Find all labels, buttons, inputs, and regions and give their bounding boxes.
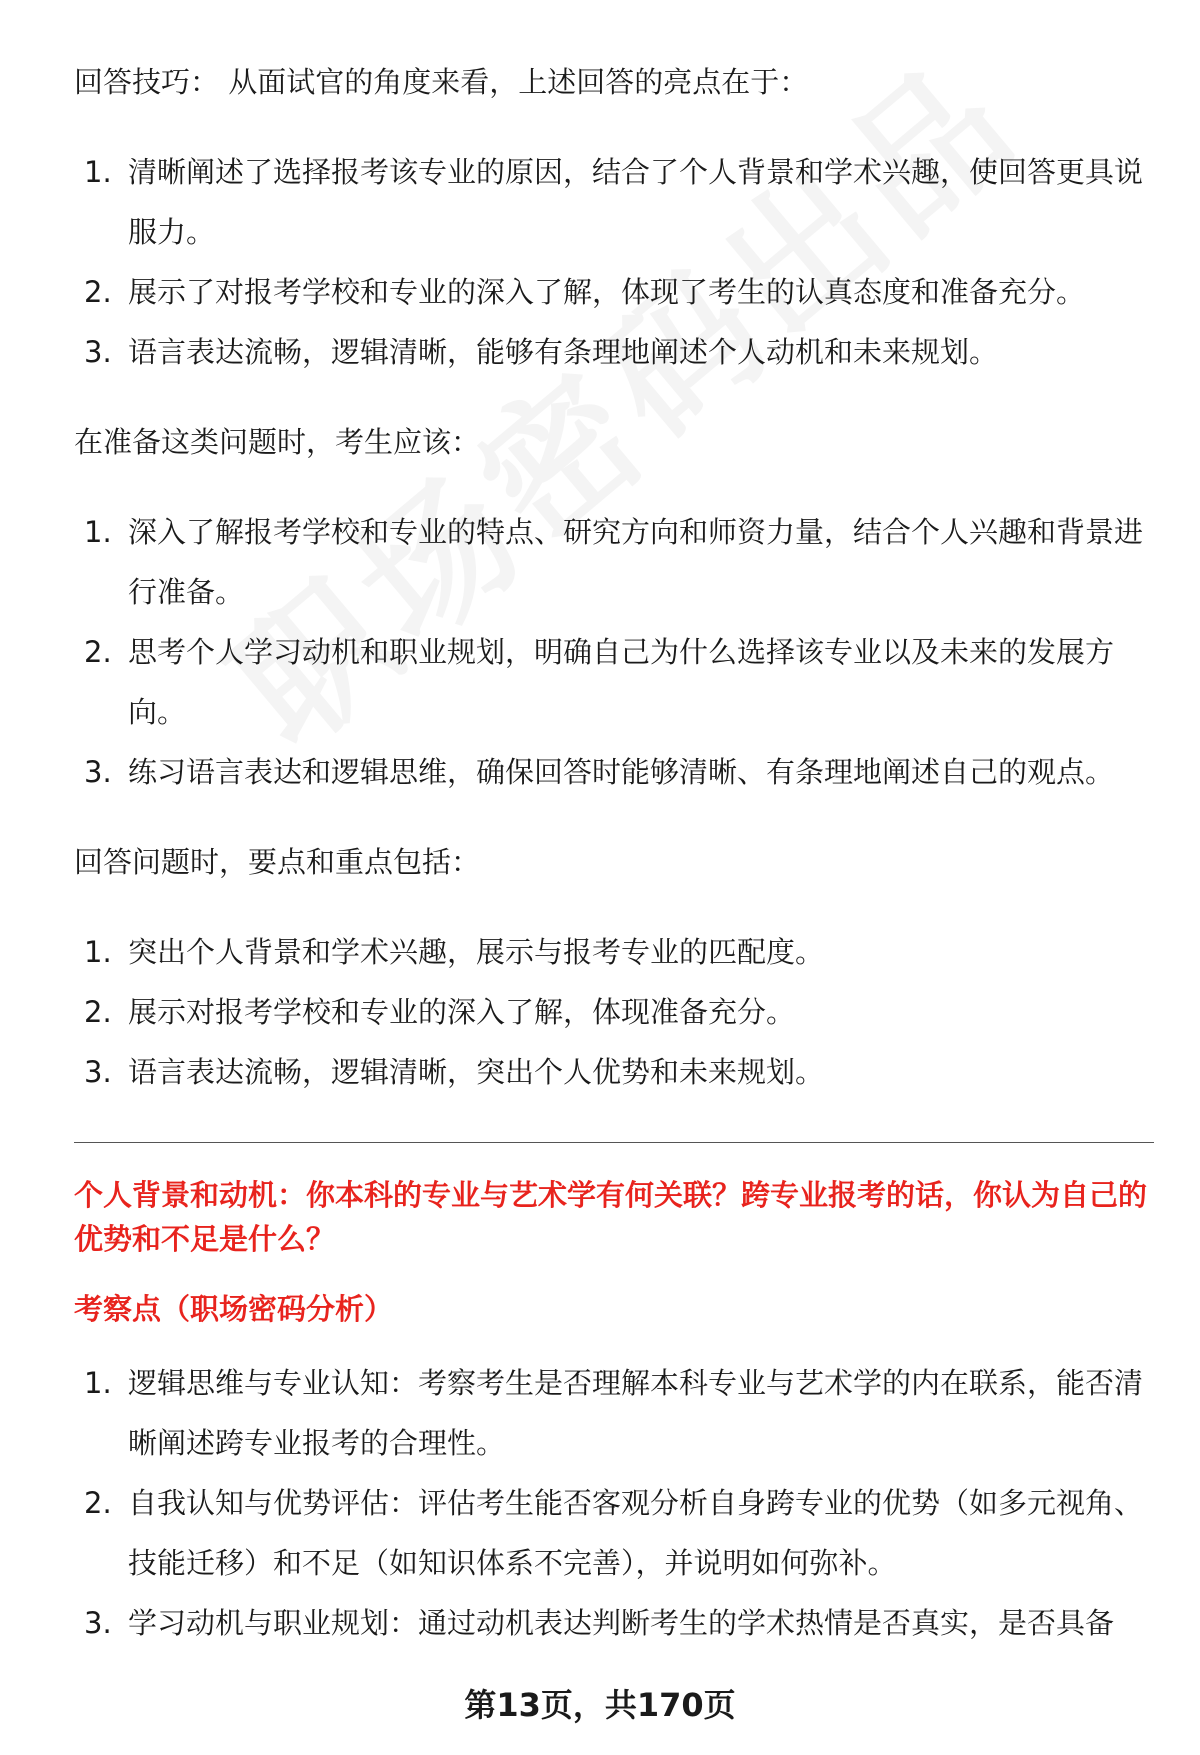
section-divider xyxy=(74,1142,1154,1143)
assessment-heading: 考察点（职场密码分析） xyxy=(74,1292,394,1326)
list-number: 2. xyxy=(84,1486,112,1520)
list-text: 展示了对报考学校和专业的深入了解，体现了考生的认真态度和准备充分。 xyxy=(128,275,1086,309)
list-item xyxy=(74,1593,1154,1653)
list-number: 2. xyxy=(84,995,112,1029)
prep-intro: 在准备这类问题时，考生应该： xyxy=(74,425,481,459)
list-number: 1. xyxy=(84,1366,112,1400)
list-text: 突出个人背景和学术兴趣，展示与报考专业的匹配度。 xyxy=(128,935,825,969)
list-number: 3. xyxy=(84,1055,112,1089)
list-number: 1. xyxy=(84,155,112,189)
list-item xyxy=(74,322,1154,382)
list-text: 展示对报考学校和专业的深入了解，体现准备充分。 xyxy=(128,995,796,1029)
prep-list xyxy=(74,502,1154,802)
list-text: 练习语言表达和逻辑思维，确保回答时能够清晰、有条理地阐述自己的观点。 xyxy=(128,755,1115,789)
list-item xyxy=(74,502,1154,622)
list-item xyxy=(74,1473,1154,1593)
list-item xyxy=(74,1042,1154,1102)
question-title: 个人背景和动机：你本科的专业与艺术学有何关联？跨专业报考的话，你认为自己的优势和不足是什么？ xyxy=(74,1178,1148,1256)
tips-list xyxy=(74,142,1154,382)
list-text: 语言表达流畅，逻辑清晰，突出个人优势和未来规划。 xyxy=(128,1055,825,1089)
list-item xyxy=(74,622,1154,742)
list-item xyxy=(74,142,1154,262)
list-item xyxy=(74,1353,1154,1473)
page-footer: 第13页，共170页 xyxy=(464,1686,736,1724)
list-number: 3. xyxy=(84,335,112,369)
list-text: 逻辑思维与专业认知：考察考生是否理解本科专业与艺术学的内在联系，能否清晰阐述跨专业报考的合理性。 xyxy=(128,1366,1144,1460)
list-number: 3. xyxy=(84,755,112,789)
list-number: 2. xyxy=(84,635,112,669)
list-item xyxy=(74,922,1154,982)
list-text: 语言表达流畅，逻辑清晰，能够有条理地阐述个人动机和未来规划。 xyxy=(128,335,999,369)
list-number: 2. xyxy=(84,275,112,309)
list-text: 深入了解报考学校和专业的特点、研究方向和师资力量，结合个人兴趣和背景进行准备。 xyxy=(128,515,1144,609)
tips-intro: 回答技巧： 从面试官的角度来看，上述回答的亮点在于： xyxy=(74,65,809,99)
list-number: 3. xyxy=(84,1606,112,1640)
list-text: 思考个人学习动机和职业规划，明确自己为什么选择该专业以及未来的发展方向。 xyxy=(128,635,1115,729)
assessment-list xyxy=(74,1353,1154,1653)
list-text: 清晰阐述了选择报考该专业的原因，结合了个人背景和学术兴趣，使回答更具说服力。 xyxy=(128,155,1144,249)
document-page xyxy=(74,62,1154,1693)
list-item xyxy=(74,982,1154,1042)
list-text: 自我认知与优势评估：评估考生能否客观分析自身跨专业的优势（如多元视角、技能迁移）和不足（如知识体系不完善），并说明如何弥补。 xyxy=(128,1486,1144,1580)
list-item xyxy=(74,742,1154,802)
list-item xyxy=(74,262,1154,322)
list-text: 学习动机与职业规划：通过动机表达判断考生的学术热情是否真实，是否具备 xyxy=(128,1606,1115,1640)
list-number: 1. xyxy=(84,935,112,969)
key-intro: 回答问题时，要点和重点包括： xyxy=(74,845,481,879)
list-number: 1. xyxy=(84,515,112,549)
key-list xyxy=(74,922,1154,1102)
